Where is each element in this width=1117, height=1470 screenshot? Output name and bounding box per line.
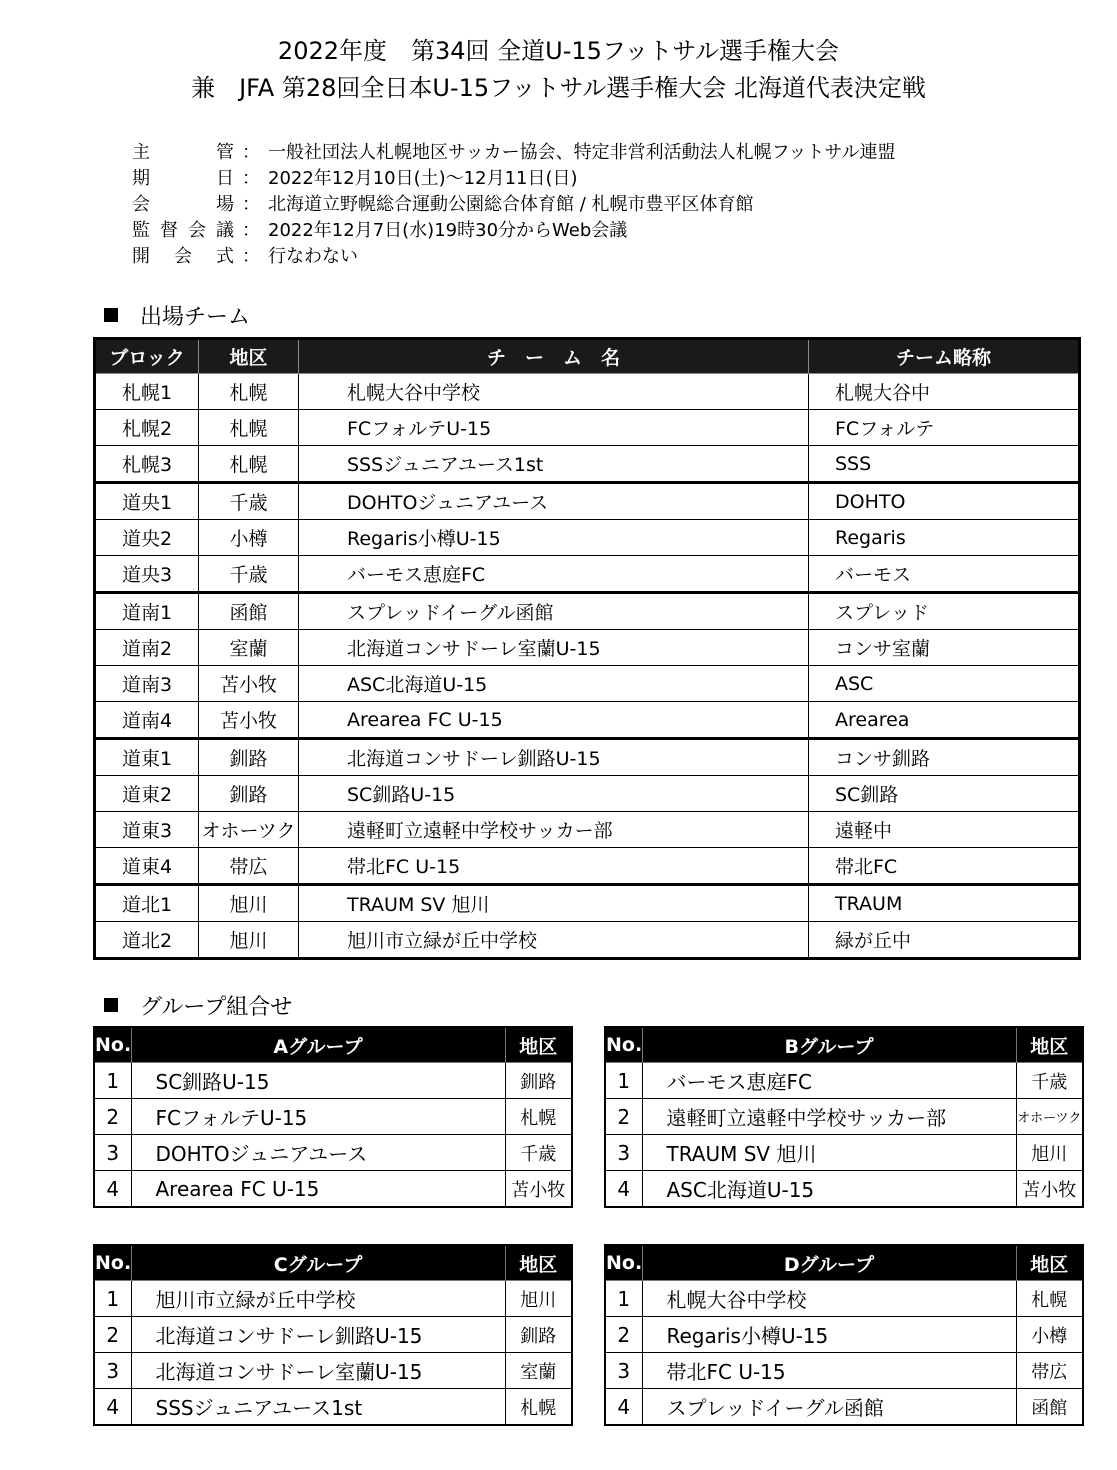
group-area-header: 地区 [505,1245,572,1281]
team-short-name: DOHTO [809,483,1080,520]
group-row [94,1171,572,1208]
team-block: 道央2 [95,520,199,556]
info-row-ceremony [132,244,895,270]
team-row [95,410,1080,446]
team-area: 札幌 [199,374,299,410]
group-header [94,1027,572,1063]
team-name: Regaris小樽U-15 [299,520,809,556]
team-block: 札幌3 [95,446,199,483]
group-team-name: スプレッドイーグル函館 [642,1389,1016,1426]
group-row-number: 2 [605,1099,642,1135]
group-team-name: DOHTOジュニアユース [131,1135,505,1171]
group-row-number: 1 [94,1063,131,1099]
group-team-area: 旭川 [505,1281,572,1317]
info-label: 会 場 [132,194,234,215]
group-row [605,1317,1083,1353]
team-name: 遠軽町立遠軽中学校サッカー部 [299,812,809,848]
group-team-area: 札幌 [505,1099,572,1135]
team-short-name: Regaris [809,520,1080,556]
group-team-area: 千歳 [1016,1063,1083,1099]
team-short-name: 札幌大谷中 [809,374,1080,410]
group-team-area: 釧路 [505,1317,572,1353]
group-row-number: 1 [605,1063,642,1099]
info-colon: ： [242,246,260,267]
group-team-area: 釧路 [505,1063,572,1099]
group-team-name: 帯北FC U-15 [642,1353,1016,1389]
team-short-name: SSS [809,446,1080,483]
team-short-name: Arearea [809,702,1080,739]
team-row [95,374,1080,410]
team-name: DOHTOジュニアユース [299,483,809,520]
group-c-table [93,1244,573,1426]
team-row [95,446,1080,483]
section-heading-groups: グループ組合せ [104,994,292,1022]
team-block: 札幌1 [95,374,199,410]
team-area: 小樽 [199,520,299,556]
team-area: 千歳 [199,556,299,593]
team-name: SSSジュニアユース1st [299,446,809,483]
group-d-table [604,1244,1084,1426]
teams-table [93,337,1081,960]
team-area: 札幌 [199,446,299,483]
team-block: 道南2 [95,630,199,666]
info-row-date [132,166,895,192]
group-team-name: 札幌大谷中学校 [642,1281,1016,1317]
group-team-area: 小樽 [1016,1317,1083,1353]
group-team-area: 苫小牧 [505,1171,572,1208]
group-team-name: 北海道コンサドーレ室蘭U-15 [131,1353,505,1389]
group-title: Dグループ [642,1245,1016,1281]
team-name: FCフォルテU-15 [299,410,809,446]
header-area: 地区 [199,339,299,374]
team-area: 帯広 [199,848,299,885]
group-team-area: 旭川 [1016,1135,1083,1171]
group-team-name: Regaris小樽U-15 [642,1317,1016,1353]
team-area: 千歳 [199,483,299,520]
team-area: 室蘭 [199,630,299,666]
group-row [605,1099,1083,1135]
group-team-area: 苫小牧 [1016,1171,1083,1208]
team-block: 道南1 [95,593,199,630]
team-name: バーモス恵庭FC [299,556,809,593]
team-name: 帯北FC U-15 [299,848,809,885]
group-row [605,1281,1083,1317]
group-team-name: 遠軽町立遠軽中学校サッカー部 [642,1099,1016,1135]
group-row-number: 3 [94,1353,131,1389]
group-title: Bグループ [642,1027,1016,1063]
team-block: 道央1 [95,483,199,520]
group-area-header: 地区 [1016,1245,1083,1281]
team-block: 道東3 [95,812,199,848]
group-team-name: バーモス恵庭FC [642,1063,1016,1099]
group-area-header: 地区 [1016,1027,1083,1063]
group-team-name: FCフォルテU-15 [131,1099,505,1135]
group-row-number: 3 [605,1353,642,1389]
group-team-name: 北海道コンサドーレ釧路U-15 [131,1317,505,1353]
team-name: TRAUM SV 旭川 [299,885,809,922]
team-row [95,812,1080,848]
teams-table-header [95,339,1080,374]
group-row-number: 4 [605,1389,642,1426]
team-short-name: FCフォルテ [809,410,1080,446]
group-row [94,1353,572,1389]
team-row [95,630,1080,666]
team-short-name: ASC [809,666,1080,702]
team-block: 道東1 [95,739,199,776]
team-row [95,922,1080,959]
info-value: 2022年12月7日(水)19時30分からWeb会議 [268,220,628,241]
group-team-area: 札幌 [505,1389,572,1426]
team-row [95,520,1080,556]
group-header [605,1245,1083,1281]
team-row [95,848,1080,885]
group-row [605,1353,1083,1389]
group-row [94,1099,572,1135]
group-row-number: 4 [94,1389,131,1426]
info-value: 一般社団法人札幌地区サッカー協会、特定非営利活動法人札幌フットサル連盟 [268,142,896,163]
team-block: 札幌2 [95,410,199,446]
title-line-1: 2022年度 第34回 全道U-15フットサル選手権大会 [277,37,840,65]
info-label: 期 日 [132,168,234,189]
team-area: オホーツク [199,812,299,848]
info-label: 開 会 式 [132,246,234,267]
team-area: 札幌 [199,410,299,446]
group-team-name: TRAUM SV 旭川 [642,1135,1016,1171]
group-no-header: No. [94,1027,131,1063]
team-row [95,556,1080,593]
info-row-venue [132,192,895,218]
info-label: 主 管 [132,142,234,163]
team-short-name: スプレッド [809,593,1080,630]
group-row-number: 4 [94,1171,131,1208]
group-no-header: No. [605,1027,642,1063]
team-block: 道東2 [95,776,199,812]
group-row-number: 4 [605,1171,642,1208]
header-team-name: チ ー ム 名 [299,339,809,374]
team-name: 北海道コンサドーレ釧路U-15 [299,739,809,776]
event-info [132,140,895,270]
group-b-table [604,1026,1084,1208]
team-short-name: バーモス [809,556,1080,593]
group-row-number: 3 [605,1135,642,1171]
group-team-area: 帯広 [1016,1353,1083,1389]
team-block: 道央3 [95,556,199,593]
group-row [605,1063,1083,1099]
header-short-name: チーム略称 [809,339,1080,374]
team-row [95,776,1080,812]
group-team-name: 旭川市立緑が丘中学校 [131,1281,505,1317]
team-name: Arearea FC U-15 [299,702,809,739]
group-row [94,1389,572,1426]
group-header [605,1027,1083,1063]
team-area: 釧路 [199,776,299,812]
team-short-name: コンサ釧路 [809,739,1080,776]
team-short-name: TRAUM [809,885,1080,922]
group-row-number: 2 [94,1099,131,1135]
info-colon: ： [242,168,260,189]
group-row [94,1281,572,1317]
team-short-name: 緑が丘中 [809,922,1080,959]
info-label: 監 督 会 議 [132,220,234,241]
team-row [95,702,1080,739]
team-name: 北海道コンサドーレ室蘭U-15 [299,630,809,666]
header-block: ブロック [95,339,199,374]
team-block: 道北1 [95,885,199,922]
group-no-header: No. [94,1245,131,1281]
group-row-number: 1 [94,1281,131,1317]
team-name: 旭川市立緑が丘中学校 [299,922,809,959]
info-value: 2022年12月10日(土)～12月11日(日) [268,168,578,189]
team-area: 苫小牧 [199,666,299,702]
team-row [95,593,1080,630]
group-row [94,1063,572,1099]
title-line-2: 兼 JFA 第28回全日本U-15フットサル選手権大会 北海道代表決定戦 [191,74,926,102]
square-bullet-icon [104,998,118,1012]
group-a-table [93,1026,573,1208]
info-colon: ： [242,194,260,215]
team-short-name: 遠軽中 [809,812,1080,848]
group-header [94,1245,572,1281]
group-team-area: 千歳 [505,1135,572,1171]
team-block: 道東4 [95,848,199,885]
team-short-name: SC釧路 [809,776,1080,812]
group-row [94,1317,572,1353]
group-team-area: 函館 [1016,1389,1083,1426]
team-name: スプレッドイーグル函館 [299,593,809,630]
group-row [94,1135,572,1171]
team-block: 道南4 [95,702,199,739]
info-row-meeting [132,218,895,244]
info-colon: ： [242,142,260,163]
team-area: 釧路 [199,739,299,776]
info-value: 北海道立野幌総合運動公園総合体育館 / 札幌市豊平区体育館 [268,194,754,215]
group-row [605,1135,1083,1171]
group-team-area: 札幌 [1016,1281,1083,1317]
team-area: 苫小牧 [199,702,299,739]
group-title: Aグループ [131,1027,505,1063]
team-short-name: 帯北FC [809,848,1080,885]
group-row-number: 3 [94,1135,131,1171]
info-row-organizer [132,140,895,166]
square-bullet-icon [104,308,118,322]
group-row-number: 2 [605,1317,642,1353]
team-row [95,885,1080,922]
team-row [95,666,1080,702]
info-colon: ： [242,220,260,241]
team-area: 旭川 [199,922,299,959]
section-heading-teams: 出場チーム [104,304,250,332]
group-no-header: No. [605,1245,642,1281]
group-team-name: SC釧路U-15 [131,1063,505,1099]
team-area: 函館 [199,593,299,630]
team-name: SC釧路U-15 [299,776,809,812]
team-row [95,483,1080,520]
info-value: 行なわない [268,246,358,267]
group-row [605,1171,1083,1208]
group-team-name: ASC北海道U-15 [642,1171,1016,1208]
group-title: Cグループ [131,1245,505,1281]
group-team-area: 室蘭 [505,1353,572,1389]
group-row-number: 2 [94,1317,131,1353]
team-short-name: コンサ室蘭 [809,630,1080,666]
group-team-name: Arearea FC U-15 [131,1171,505,1208]
team-area: 旭川 [199,885,299,922]
team-row [95,739,1080,776]
group-row [605,1389,1083,1426]
group-area-header: 地区 [505,1027,572,1063]
team-block: 道北2 [95,922,199,959]
team-block: 道南3 [95,666,199,702]
team-name: ASC北海道U-15 [299,666,809,702]
group-team-area: オホーツク [1016,1099,1083,1135]
group-row-number: 1 [605,1281,642,1317]
team-name: 札幌大谷中学校 [299,374,809,410]
group-team-name: SSSジュニアユース1st [131,1389,505,1426]
